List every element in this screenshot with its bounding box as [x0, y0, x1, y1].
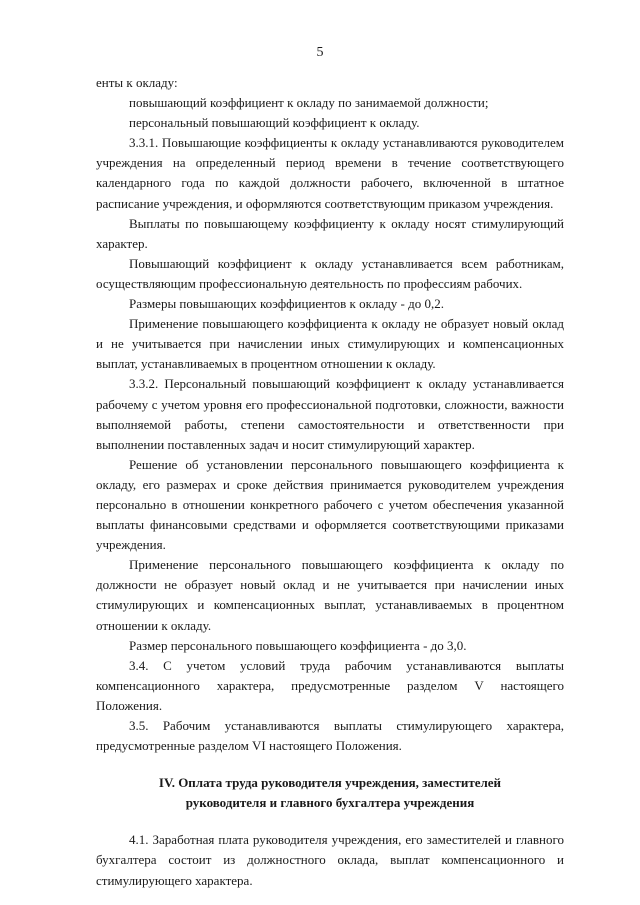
paragraph: Применение персонального повышающего коэффициента к окладу по должности не образует новый оклад и не учитывается при начислении иных стимулирующих и компенсационных выплат, устанавливаемых в процентном отношении к окладу. [96, 557, 564, 633]
section-heading-line: руководителя и главного бухгалтера учреждения [185, 795, 475, 811]
paragraph: 4.1. Заработная плата руководителя учреждения, его заместителей и главного бухгалтера состоит из должностного оклада, выплат компенсационного и стимулирующего характера. [96, 832, 564, 888]
paragraph: Размер персонального повышающего коэффициента - до 3,0. [129, 637, 467, 653]
paragraph: Применение повышающего коэффициента к окладу не образует новый оклад и не учитывается при начислении иных стимулирующих и компенсационных выплат, устанавливаемых в процентном отношении к окладу. [96, 316, 564, 372]
section-heading-line: IV. Оплата труда руководителя учреждения, заместителей [158, 775, 502, 791]
paragraph: 3.3.2. Персональный повышающий коэффициент к окладу устанавливается рабочему с учетом уровня его профессиональной подготовки, сложности, важности выполняемой работы, степени самостоятельности и ответственности при выполнении поставленных задач и носит стимулирующий характер. [96, 376, 564, 452]
list-item: повышающий коэффициент к окладу по занимаемой должности; [129, 95, 489, 111]
page-number: 5 [316, 45, 324, 60]
paragraph: Решение об установлении персонального повышающего коэффициента к окладу, его размерах и сроке действия принимается руководителем учреждения персонально в отношении конкретного рабочего с учетом обеспечения указанной выплаты финансовыми средствами и оформляется соответствующими приказами учреждения. [96, 456, 564, 553]
paragraph: 3.5. Рабочим устанавливаются выплаты стимулирующего характера, предусмотренные разделом VI настоящего Положения. [96, 718, 564, 754]
document-body [96, 73, 564, 891]
paragraph: Размеры повышающих коэффициентов к окладу - до 0,2. [129, 296, 445, 312]
paragraph: 3.3.1. Повышающие коэффициенты к окладу устанавливаются руководителем учреждения на определенный период времени в течение соответствующего календарного года по каждой должности рабочего, включенной в штатное расписание учреждения, и оформляются соответствующим приказом учреждения. [96, 135, 564, 211]
list-item: персональный повышающий коэффициент к окладу. [129, 115, 420, 131]
paragraph-continuation: енты к окладу: [96, 75, 178, 90]
paragraph: Повышающий коэффициент к окладу устанавливается всем работникам, осуществляющим профессиональную деятельность по профессиям рабочих. [96, 255, 564, 291]
section-heading [96, 773, 564, 813]
paragraph: 3.4. С учетом условий труда рабочим устанавливаются выплаты компенсационного характера, предусмотренные разделом V настоящего Положения. [96, 657, 564, 713]
paragraph: Выплаты по повышающему коэффициенту к окладу носят стимулирующий характер. [96, 215, 564, 251]
